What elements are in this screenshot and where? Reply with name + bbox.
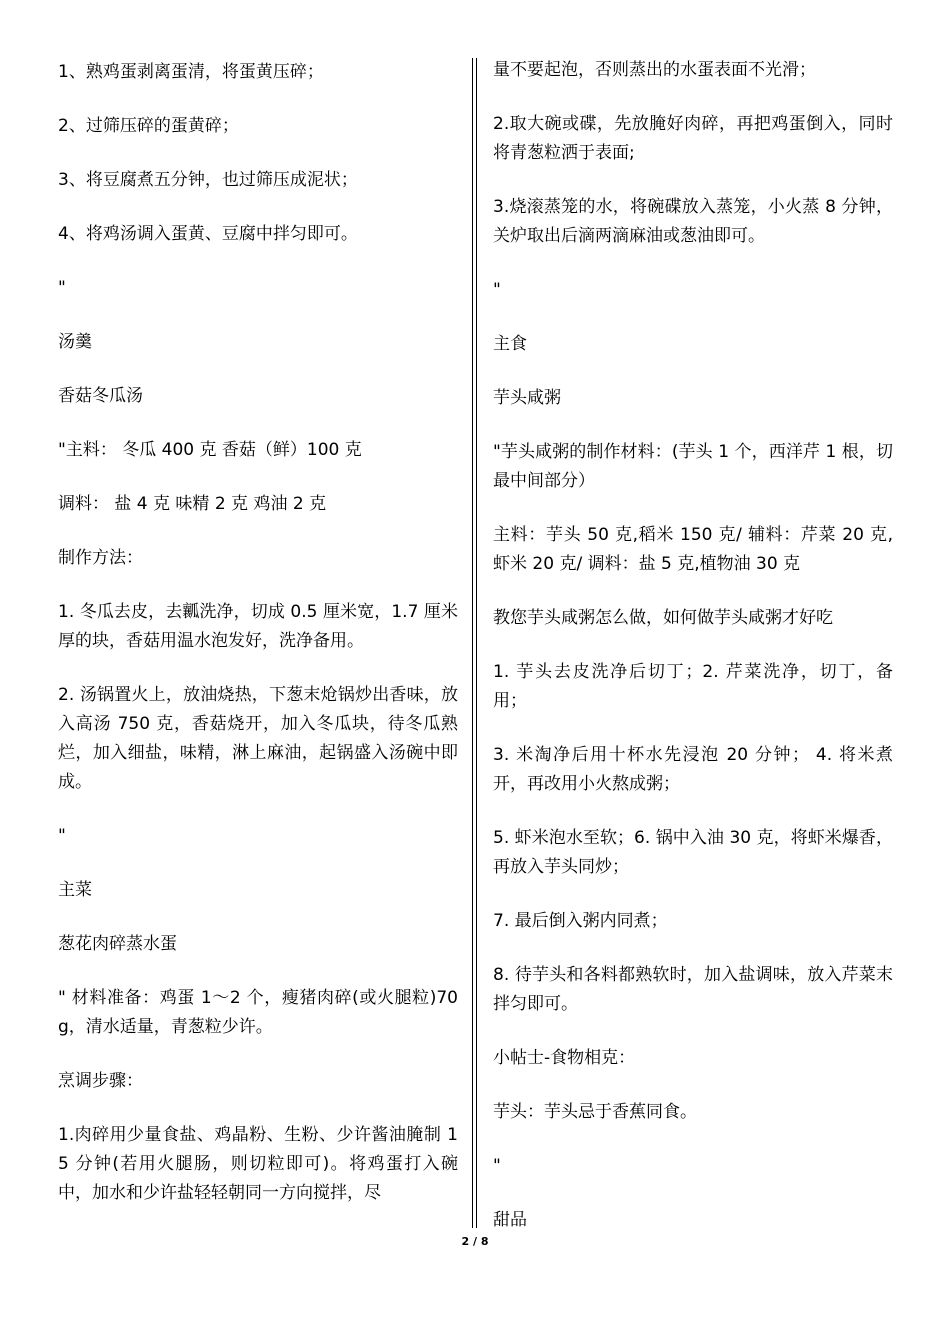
method-heading: 教您芋头咸粥怎么做，如何做芋头咸粥才好吃 [493,608,833,628]
recipe-title: 芋头咸粥 [493,388,561,408]
section-heading: 主菜 [58,880,92,900]
ingredients-main: "主料： 冬瓜 400 克 香菇（鲜）100 克 [58,440,362,460]
step-paragraph: 2. 汤锅置火上，放油烧热，下葱末炝锅炒出香味，放入高汤 750 克，香菇烧开，加入冬瓜块，待冬瓜熟烂，加入细盐，味精，淋上麻油，起锅盛入汤碗中即成。 [58,685,458,792]
section-heading: 主食 [493,334,527,354]
page-number: 2 / 8 [461,1235,489,1248]
ingredients-seasoning: 调料： 盐 4 克 味精 2 克 鸡油 2 克 [58,494,327,514]
step-paragraph: 量不要起泡，否则蒸出的水蛋表面不光滑； [493,60,816,80]
quote-mark: " [493,280,501,300]
left-column [58,58,458,1233]
step-paragraph: 1. 冬瓜去皮，去瓤洗净，切成 0.5 厘米宽，1.7 厘米厚的块，香菇用温水泡发好，洗净备用。 [58,602,458,651]
quote-mark: " [58,826,66,846]
ingredients-main: " 材料准备：鸡蛋 1～2 个，瘦猪肉碎(或火腿粒)70g，清水适量，青葱粒少许。 [58,988,458,1037]
recipe-title: 香菇冬瓜汤 [58,386,143,406]
right-column [493,56,893,1260]
step-paragraph: 8. 待芋头和各料都熟软时，加入盐调味，放入芹菜末拌匀即可。 [493,965,893,1014]
paragraph: 4、将鸡汤调入蛋黄、豆腐中拌匀即可。 [58,224,358,244]
quote-mark: " [58,278,66,298]
column-divider [472,58,477,1228]
step-paragraph: 2.取大碗或碟，先放腌好肉碎，再把鸡蛋倒入，同时将青葱粒洒于表面; [493,114,893,163]
paragraph: 3、将豆腐煮五分钟，也过筛压成泥状； [58,170,358,190]
recipe-title: 葱花肉碎蒸水蛋 [58,934,177,954]
section-heading: 汤羹 [58,332,92,352]
step-paragraph: 5. 虾米泡水至软；6. 锅中入油 30 克，将虾米爆香，再放入芋头同炒； [493,828,893,877]
ingredients-main: 主料：芋头 50 克,稻米 150 克/ 辅料：芹菜 20 克,虾米 20 克/ 调料：盐 5 克,植物油 30 克 [493,525,893,574]
step-paragraph: 1.肉碎用少量食盐、鸡晶粉、生粉、少许酱油腌制 15 分钟(若用火腿肠，则切粒即可)。将鸡蛋打入碗中，加水和少许盐轻轻朝同一方向搅拌，尽 [58,1125,458,1203]
paragraph: 2、过筛压碎的蛋黄碎； [58,116,239,136]
quote-mark: " [493,1156,501,1176]
tips-heading: 小帖士-食物相克： [493,1048,636,1068]
method-heading: 制作方法： [58,548,143,568]
step-paragraph: 3. 米淘净后用十杯水先浸泡 20 分钟； 4. 将米煮开，再改用小火熬成粥； [493,745,893,794]
ingredients-intro: "芋头咸粥的制作材料：(芋头 1 个，西洋芹 1 根，切最中间部分） [493,442,893,491]
tips-text: 芋头：芋头忌于香蕉同食。 [493,1102,697,1122]
step-paragraph: 7. 最后倒入粥内同煮； [493,911,668,931]
step-paragraph: 1. 芋头去皮洗净后切丁；2. 芹菜洗净，切丁，备用； [493,662,893,711]
section-heading: 甜品 [493,1210,527,1230]
step-paragraph: 3.烧滚蒸笼的水，将碗碟放入蒸笼，小火蒸 8 分钟，关炉取出后滴两滴麻油或葱油即可。 [493,197,893,246]
method-heading: 烹调步骤： [58,1071,143,1091]
paragraph: 1、熟鸡蛋剥离蛋清，将蛋黄压碎； [58,62,324,82]
